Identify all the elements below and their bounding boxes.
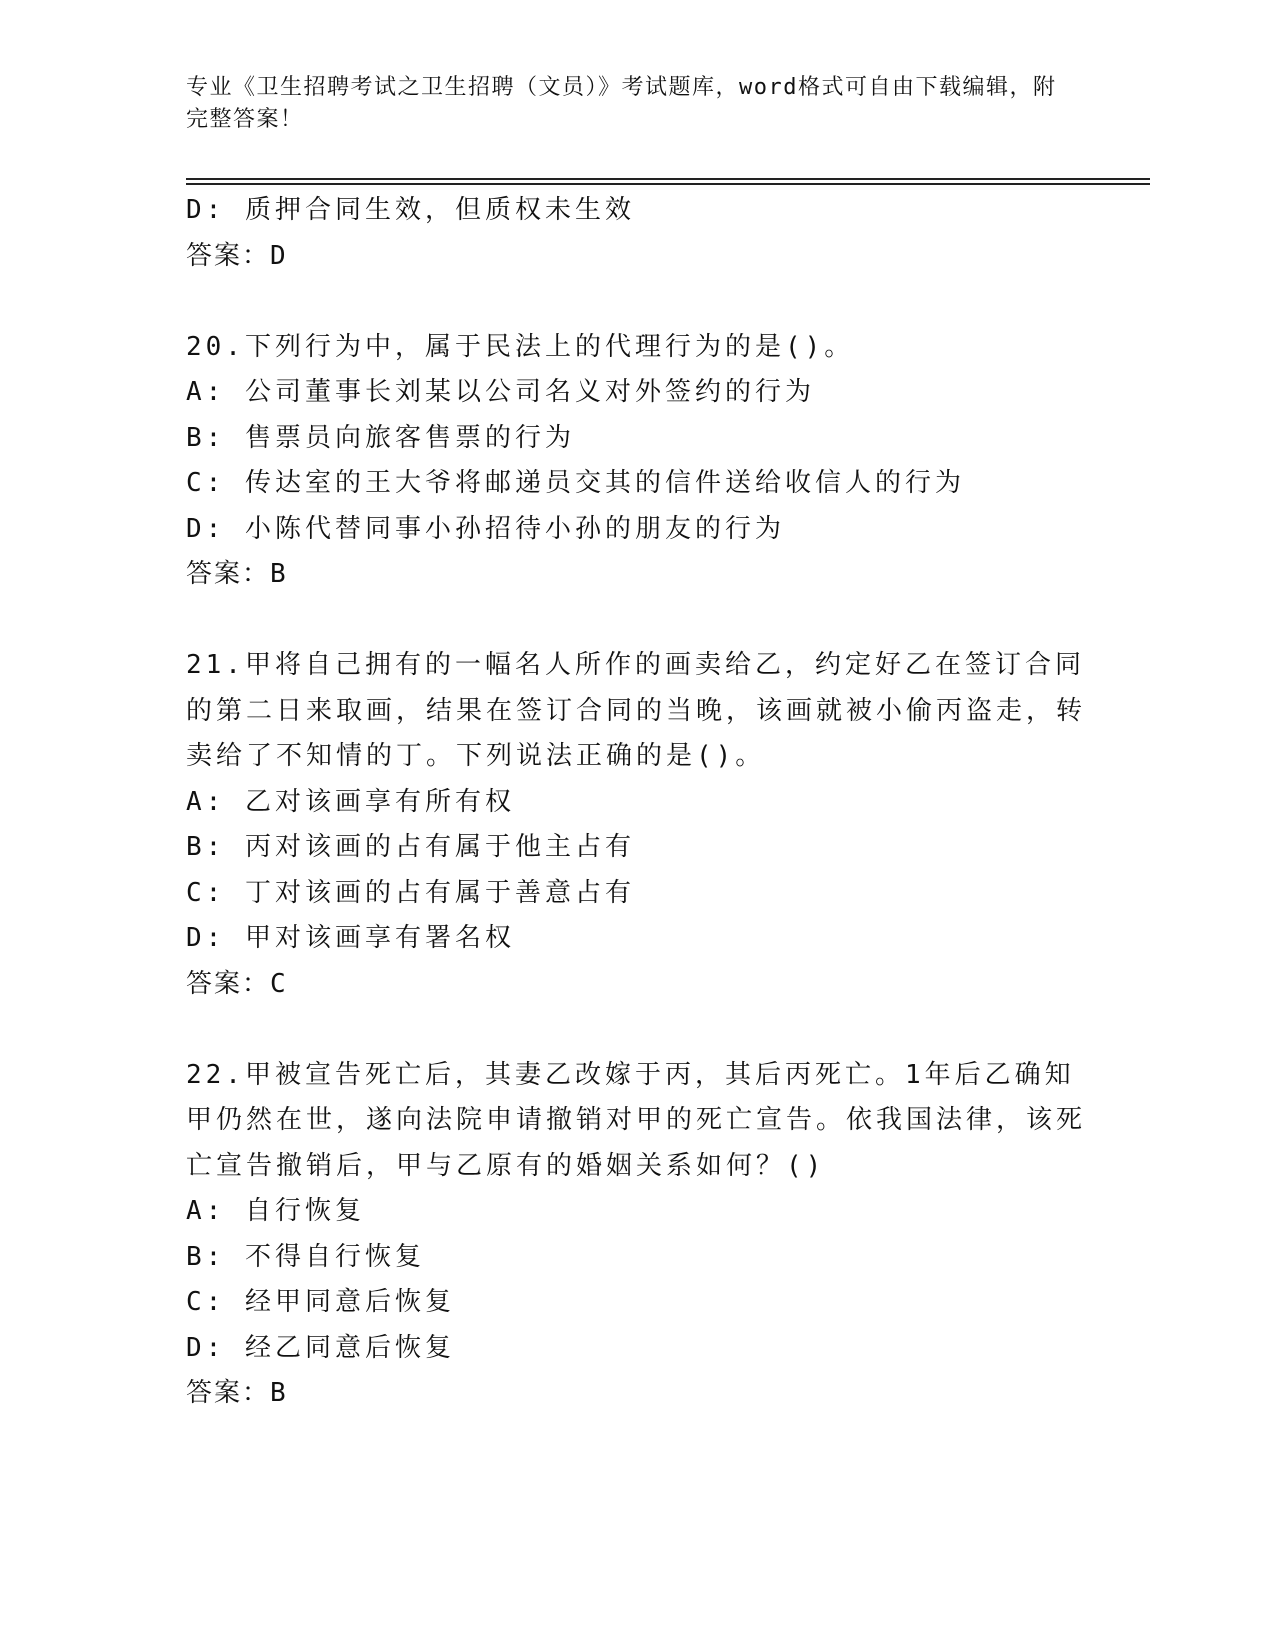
option-c: C: 经甲同意后恢复 — [186, 1287, 455, 1317]
option-a: A: 乙对该画享有所有权 — [186, 786, 515, 817]
header-rule-top — [186, 178, 1150, 180]
question-21 — [186, 643, 1086, 1007]
spacer — [186, 598, 1086, 644]
document-body — [186, 188, 1086, 1417]
spacer — [186, 279, 1086, 325]
option-d: D: 小陈代替同事小孙招待小孙的朋友的行为 — [186, 513, 785, 544]
answer-line: 答案：B — [186, 1378, 288, 1408]
question-stem: 22.甲被宣告死亡后，其妻乙改嫁于丙，其后丙死亡。1年后乙确知甲仍然在世，遂向法院申请撤销对甲的死亡宣告。依我国法律，该死亡宣告撤销后，甲与乙原有的婚姻关系如何？() — [186, 1059, 1087, 1181]
option-c: C: 丁对该画的占有属于善意占有 — [186, 877, 635, 908]
spacer — [186, 1007, 1086, 1053]
question-stem: 20.下列行为中，属于民法上的代理行为的是()。 — [186, 331, 855, 362]
answer-line: 答案：D — [186, 240, 288, 271]
option-b: B: 不得自行恢复 — [186, 1241, 425, 1272]
option-a: A: 自行恢复 — [186, 1196, 365, 1226]
document-header: 专业《卫生招聘考试之卫生招聘（文员）》考试题库，word格式可自由下载编辑，附完整答案！ — [186, 75, 1057, 132]
question-20 — [186, 325, 1086, 598]
question-22 — [186, 1053, 1086, 1417]
option-a: A: 公司董事长刘某以公司名义对外签约的行为 — [186, 377, 815, 407]
option-c: C: 传达室的王大爷将邮递员交其的信件送给收信人的行为 — [186, 468, 965, 498]
option-d: D: 经乙同意后恢复 — [186, 1332, 455, 1363]
option-d: D: 质押合同生效，但质权未生效 — [186, 195, 635, 225]
option-d: D: 甲对该画享有署名权 — [186, 923, 515, 953]
header-rule-bottom — [186, 183, 1150, 185]
answer-line: 答案：B — [186, 559, 288, 589]
question-19-continuation — [186, 188, 1086, 279]
option-b: B: 丙对该画的占有属于他主占有 — [186, 832, 635, 862]
question-stem: 21.甲将自己拥有的一幅名人所作的画卖给乙，约定好乙在签订合同的第二日来取画，结果在签订合同的当晚，该画就被小偷丙盗走，转卖给了不知情的丁。下列说法正确的是()。 — [186, 650, 1087, 771]
answer-line: 答案：C — [186, 968, 288, 999]
option-b: B: 售票员向旅客售票的行为 — [186, 422, 575, 453]
